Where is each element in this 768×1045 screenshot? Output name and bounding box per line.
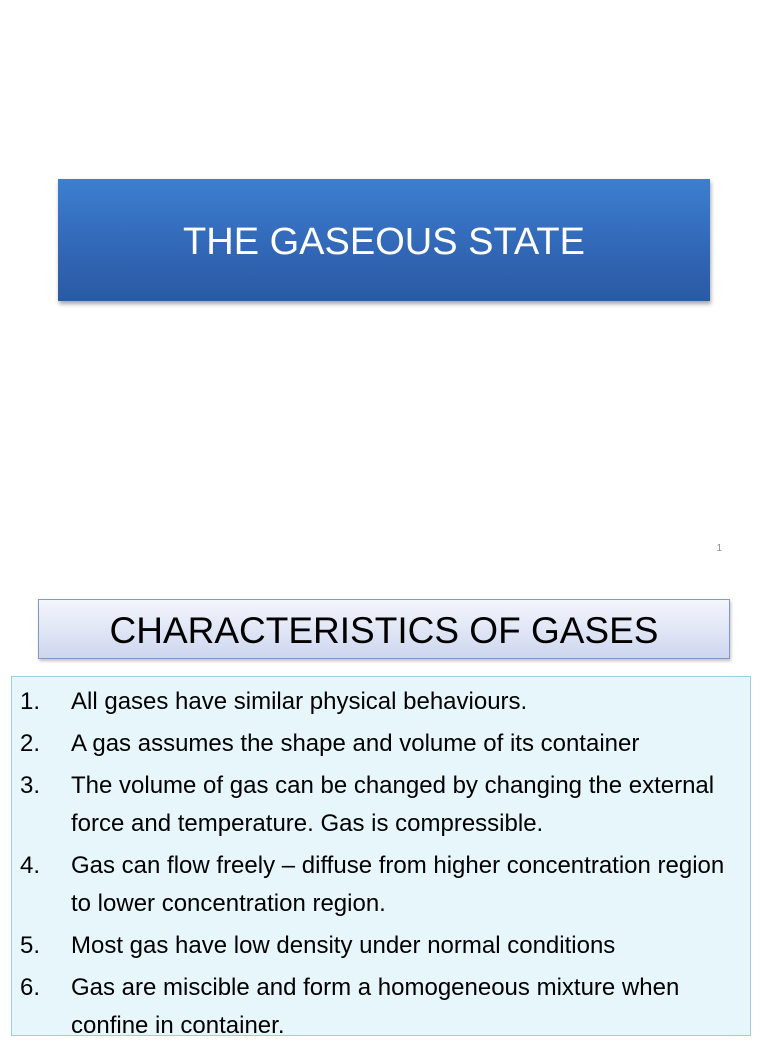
list-item-text: Most gas have low density under normal conditions bbox=[71, 932, 616, 959]
list-item bbox=[12, 767, 750, 843]
title-banner bbox=[58, 179, 710, 301]
list-item-number: 6. bbox=[20, 974, 41, 1001]
slide-number: 1 bbox=[716, 543, 722, 554]
list-item-number: 5. bbox=[20, 932, 41, 959]
slide-heading: CHARACTERISTICS OF GASES bbox=[109, 610, 659, 651]
list-item-text: Gas are miscible and form a homogeneous mixture when confine in container. bbox=[71, 974, 680, 1039]
list-item-number: 4. bbox=[20, 852, 41, 879]
list-item bbox=[12, 969, 750, 1045]
list-item-text: A gas assumes the shape and volume of its container bbox=[71, 730, 640, 757]
list-item-number: 1. bbox=[20, 688, 41, 715]
heading-banner bbox=[38, 599, 730, 659]
list-item bbox=[12, 725, 750, 763]
list-item-text: Gas can flow freely – diffuse from higher concentration region to lower concentration region. bbox=[71, 852, 725, 917]
list-item-number: 2. bbox=[20, 730, 41, 757]
characteristics-list-box bbox=[11, 676, 751, 1039]
list-item bbox=[12, 683, 750, 721]
slide-2 bbox=[0, 576, 768, 1039]
list-item bbox=[12, 847, 750, 923]
characteristics-list bbox=[12, 677, 750, 1045]
list-item bbox=[12, 927, 750, 965]
list-item-number: 3. bbox=[20, 772, 41, 799]
slide-title: THE GASEOUS STATE bbox=[183, 221, 585, 263]
list-item-text: The volume of gas can be changed by changing the external force and temperature. Gas is compressible. bbox=[71, 772, 715, 837]
list-item-text: All gases have similar physical behaviours. bbox=[71, 688, 528, 715]
